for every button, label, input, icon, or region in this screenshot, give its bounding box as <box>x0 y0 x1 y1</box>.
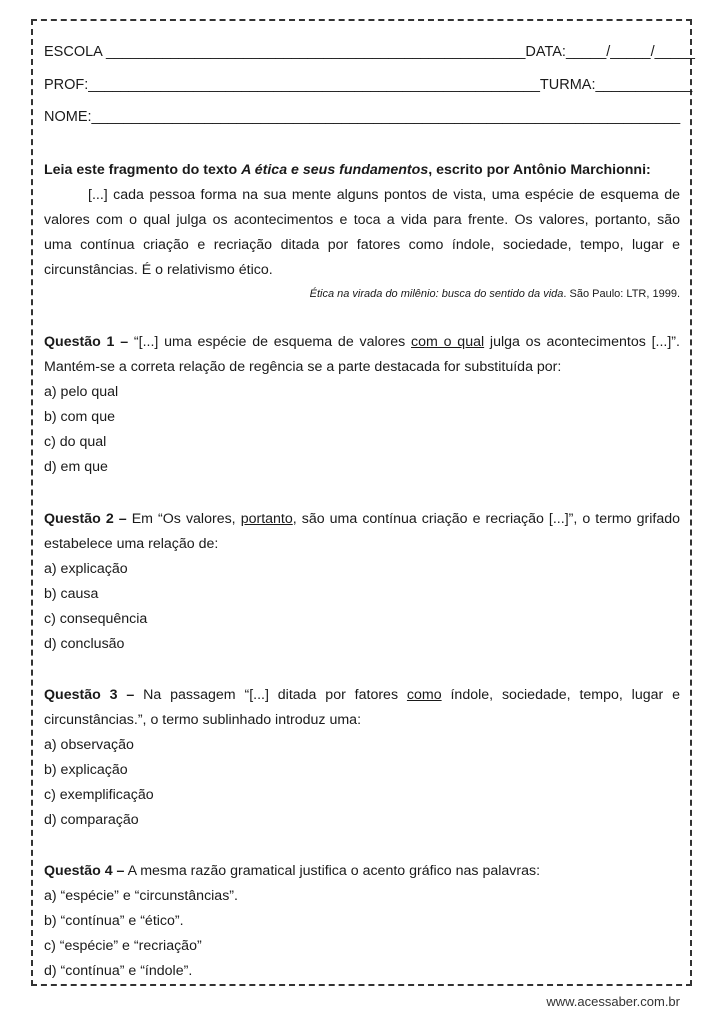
reading-instruction: Leia este fragmento do texto A ética e seus fundamentos, escrito por Antônio Marchionni: <box>44 162 651 178</box>
question-4-option-b[interactable]: b) “contínua” e “ético”. <box>44 913 184 929</box>
passage-line: circunstâncias. É o relativismo ético. <box>44 262 273 278</box>
teacher-field[interactable]: PROF:________________________________________________________TURMA:____________ <box>44 77 693 93</box>
question-1-option-b[interactable]: b) com que <box>44 409 115 425</box>
question-2-option-a[interactable]: a) explicação <box>44 561 128 577</box>
passage-source: Ética na virada do milênio: busca do sentido da vida. São Paulo: LTR, 1999. <box>309 288 680 300</box>
question-1-option-c[interactable]: c) do qual <box>44 434 107 450</box>
question-2-text: Questão 2 – Em “Os valores, portanto, são uma contínua criação e recriação [...]”, o termo grifado <box>44 511 680 527</box>
question-4-option-a[interactable]: a) “espécie” e “circunstâncias”. <box>44 888 238 904</box>
passage-line: valores com o qual julga os acontecimentos e toca a vida para frente. Os valores, portanto, são <box>44 212 680 228</box>
question-4-option-c[interactable]: c) “espécie” e “recriação” <box>44 938 202 954</box>
question-2-text: estabelece uma relação de: <box>44 536 219 552</box>
question-3-text: Questão 3 – Na passagem “[...] ditada por fatores como índole, sociedade, tempo, lugar e <box>44 687 680 703</box>
question-3-option-a[interactable]: a) observação <box>44 737 134 753</box>
question-4-text: Questão 4 – A mesma razão gramatical justifica o acento gráfico nas palavras: <box>44 863 541 879</box>
school-field[interactable]: ESCOLA ____________________________________________________DATA:_____/_____/_____ <box>44 44 695 60</box>
question-3-option-d[interactable]: d) comparação <box>44 812 139 828</box>
question-2-option-b[interactable]: b) causa <box>44 586 99 602</box>
question-1-option-a[interactable]: a) pelo qual <box>44 384 119 400</box>
question-2-option-d[interactable]: d) conclusão <box>44 636 125 652</box>
question-3-option-c[interactable]: c) exemplificação <box>44 787 154 803</box>
question-1-text: Questão 1 – “[...] uma espécie de esquema de valores com o qual julga os acontecimentos [...]”. <box>44 334 680 350</box>
site-url: www.acessaber.com.br <box>546 994 680 1009</box>
question-3-text: circunstâncias.”, o termo sublinhado introduz uma: <box>44 712 362 728</box>
question-1-option-d[interactable]: d) em que <box>44 459 108 475</box>
question-3-option-b[interactable]: b) explicação <box>44 762 128 778</box>
question-2-option-c[interactable]: c) consequência <box>44 611 148 627</box>
question-1-text: Mantém-se a correta relação de regência se a parte destacada for substituída por: <box>44 359 562 375</box>
question-4-option-d[interactable]: d) “contínua” e “índole”. <box>44 963 193 979</box>
name-field[interactable]: NOME:_________________________________________________________________________ <box>44 109 681 125</box>
passage-line: uma contínua criação e recriação ditada por fatores como índole, sociedade, tempo, lugar e <box>44 237 680 253</box>
passage-line: [...] cada pessoa forma na sua mente alguns pontos de vista, uma espécie de esquema de <box>88 187 680 203</box>
